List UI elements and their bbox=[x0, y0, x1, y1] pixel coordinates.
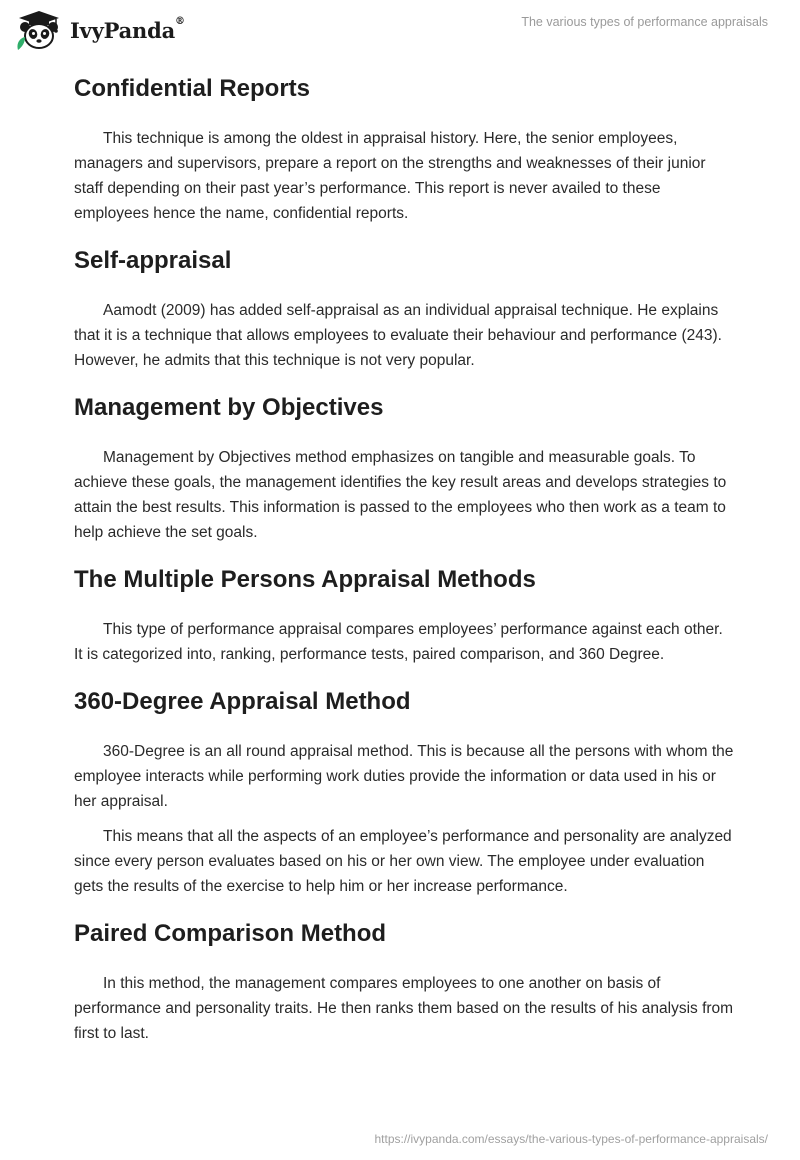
paragraph: This technique is among the oldest in appraisal history. Here, the senior employees, managers and supervisors, prepare a report on the strengths and weaknesses of their junior staff depending on their past year’s performance. This report is never availed to these employees hence the name, confidential reports. bbox=[74, 130, 706, 222]
section-self-appraisal bbox=[74, 244, 734, 373]
section-confidential-reports bbox=[74, 72, 734, 226]
panda-logo-icon bbox=[14, 10, 64, 50]
section-management-by-objectives bbox=[74, 391, 734, 545]
section-paired-comparison bbox=[74, 917, 734, 1046]
paragraph: Aamodt (2009) has added self-appraisal as an individual appraisal technique. He explains that it is a technique that allows employees to evaluate their behaviour and performance (243). However, he admits that this technique is not very popular. bbox=[74, 302, 722, 369]
page-header bbox=[0, 0, 800, 60]
section-heading: Self-appraisal bbox=[74, 247, 232, 274]
document-title: The various types of performance appraisals bbox=[521, 15, 768, 29]
ivypanda-logo[interactable] bbox=[14, 10, 185, 50]
paragraph: Management by Objectives method emphasizes on tangible and measurable goals. To achieve these goals, the management identifies the key result areas and develops strategies to attain the best results. This information is passed to the employees who then work as a team to help achieve the set goals. bbox=[74, 449, 727, 541]
paragraph: This type of performance appraisal compares employees’ performance against each other. It is categorized into, ranking, performance tests, paired comparison, and 360 Degree. bbox=[74, 621, 723, 663]
section-heading: Paired Comparison Method bbox=[74, 920, 387, 947]
section-heading: Confidential Reports bbox=[74, 75, 311, 102]
section-multiple-persons bbox=[74, 563, 734, 667]
logo-wordmark: IvyPanda® bbox=[70, 15, 185, 43]
section-heading: 360-Degree Appraisal Method bbox=[74, 688, 411, 715]
paragraph: In this method, the management compares employees to one another on basis of performance and personality traits. He then ranks them based on the results of his analysis from first to last. bbox=[74, 975, 734, 1042]
section-360-degree bbox=[74, 685, 734, 899]
source-url-link[interactable]: https://ivypanda.com/essays/the-various-types-of-performance-appraisals/ bbox=[374, 1132, 768, 1146]
essay-content bbox=[74, 72, 734, 1064]
paragraph: 360-Degree is an all round appraisal method. This is because all the persons with whom the employee interacts while performing work duties provide the information or data used in his or her appraisal. bbox=[74, 743, 734, 810]
section-heading: Management by Objectives bbox=[74, 394, 384, 421]
section-heading: The Multiple Persons Appraisal Methods bbox=[74, 566, 536, 593]
paragraph: This means that all the aspects of an employee’s performance and personality are analyzed since every person evaluates based on his or her own view. The employee under evaluation gets the results of the exercise to help him or her increase performance. bbox=[74, 828, 732, 895]
